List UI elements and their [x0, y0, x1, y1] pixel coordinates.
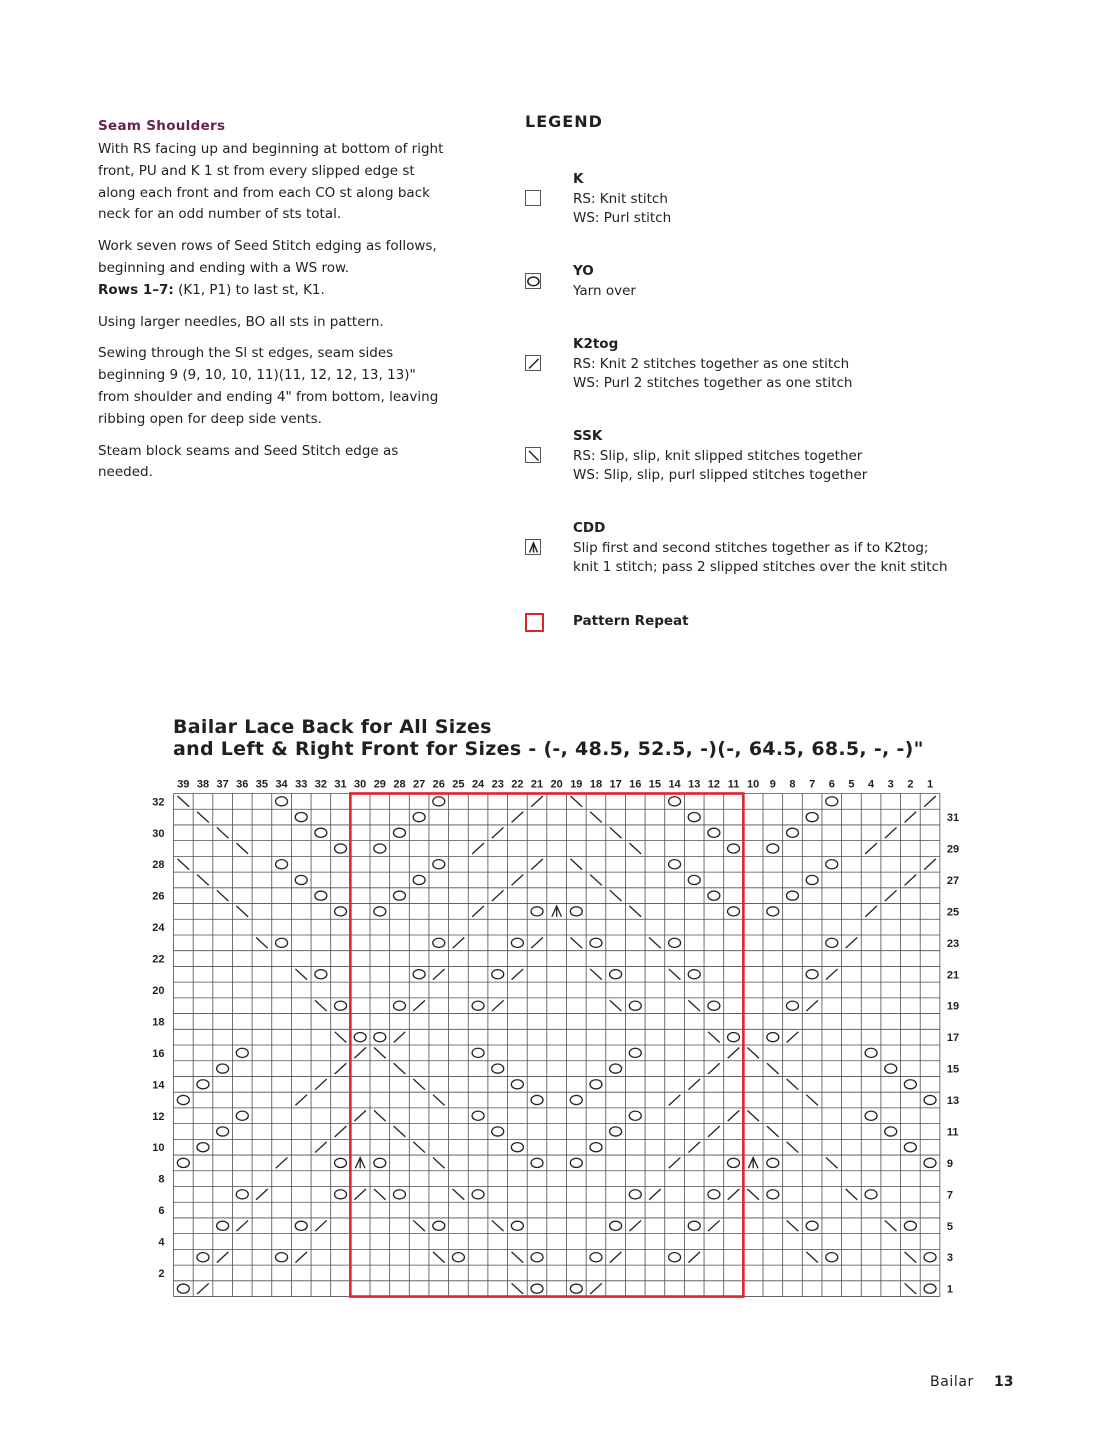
chart-row-number-odd: 23 — [946, 937, 960, 950]
chart-row-number-odd: 21 — [946, 969, 960, 982]
rows-label: Rows 1–7: — [98, 281, 174, 298]
chart-row-number-even: 4 — [158, 1236, 165, 1249]
chart-column-number: 37 — [216, 778, 229, 791]
chart-row-number-odd: 11 — [946, 1126, 959, 1139]
legend-line: WS: Slip, slip, purl slipped stitches together — [573, 467, 868, 483]
seam-shoulders-heading: Seam Shoulders — [98, 118, 226, 134]
legend-name: Pattern Repeat — [573, 613, 689, 629]
chart-row-number-even: 10 — [152, 1142, 165, 1155]
chart-row-number-even: 12 — [152, 1110, 165, 1123]
chart-column-number: 28 — [393, 778, 406, 791]
legend-line: WS: Purl stitch — [573, 210, 672, 226]
chart-row-number-odd: 1 — [946, 1283, 953, 1296]
legend-name: K — [573, 171, 584, 187]
chart-column-number: 23 — [491, 778, 504, 791]
chart-row-number-even: 18 — [152, 1016, 165, 1029]
seam-paragraph-1: With RS facing up and beginning at bottom of right front, PU and K 1 st from every slipped edge st along each front and from each CO st along back neck for an odd number of sts total. — [98, 141, 444, 223]
chart-title-line-2: and Left & Right Front for Sizes - (-, 48.5, 52.5, -)(-, 64.5, 68.5, -, -)" — [173, 738, 924, 760]
chart-row-number-odd: 31 — [946, 812, 960, 825]
chart-row-number-even: 6 — [158, 1205, 165, 1218]
seam-paragraph-6: Steam block seams and Seed Stitch edge as needed. — [98, 442, 399, 481]
chart-column-number: 13 — [688, 778, 701, 791]
page-number: 13 — [994, 1374, 1014, 1390]
chart-column-number: 3 — [887, 778, 894, 791]
chart-column-number: 39 — [177, 778, 190, 791]
chart-row-number-odd: 13 — [946, 1095, 960, 1108]
legend-line: Yarn over — [573, 282, 636, 299]
chart-column-number: 14 — [668, 778, 681, 791]
seam-paragraph-5: Sewing through the Sl st edges, seam sides beginning 9 (9, 10, 10, 11)(11, 12, 12, 13, 13)" from shoulder and ending 4" from bottom, leaving ribbing open for deep side vents. — [98, 345, 439, 427]
chart-column-number: 26 — [432, 778, 445, 791]
chart-row-number-even: 16 — [152, 1047, 165, 1060]
chart-column-number: 35 — [255, 778, 269, 791]
chart-column-number: 15 — [648, 778, 662, 791]
chart-column-number: 2 — [907, 778, 914, 791]
legend-line: knit 1 stitch; pass 2 slipped stitches over the knit stitch — [573, 559, 948, 575]
chart-column-number: 20 — [550, 778, 563, 791]
chart-column-number: 9 — [769, 778, 776, 791]
legend-line: RS: Knit 2 stitches together as one stitch — [573, 355, 850, 372]
legend-title: LEGEND — [525, 112, 603, 131]
chart-row-number-odd: 25 — [946, 906, 960, 919]
chart-column-number: 11 — [727, 778, 740, 791]
legend-name: YO — [573, 263, 594, 279]
legend-line: RS: Slip, slip, knit slipped stitches together — [573, 447, 863, 464]
chart-row-number-odd: 15 — [946, 1063, 960, 1076]
chart-row-number-even: 30 — [152, 827, 165, 840]
chart-column-number: 38 — [196, 778, 210, 791]
legend-name: SSK — [573, 428, 603, 444]
legend-line: RS: Knit stitch — [573, 190, 668, 207]
chart-column-number: 5 — [848, 778, 855, 791]
seam-paragraph-2: Work seven rows of Seed Stitch edging as follows, beginning and ending with a WS row. — [98, 238, 437, 276]
chart-row-number-odd: 3 — [946, 1252, 953, 1265]
chart-column-number: 7 — [809, 778, 816, 791]
chart-row-number-even: 24 — [152, 922, 165, 935]
chart-row-number-odd: 17 — [946, 1032, 960, 1045]
chart-column-number: 36 — [236, 778, 249, 791]
chart-column-number: 29 — [373, 778, 386, 791]
chart-column-number: 25 — [452, 778, 465, 791]
legend-name: CDD — [573, 520, 606, 536]
chart-column-number: 16 — [629, 778, 642, 791]
chart-row-number-odd: 29 — [946, 843, 960, 856]
chart-row-number-even: 26 — [152, 890, 165, 903]
chart-row-number-odd: 9 — [946, 1157, 953, 1170]
chart-column-number: 1 — [926, 778, 934, 791]
chart-row-number-odd: 7 — [946, 1189, 953, 1202]
seam-paragraph-rows: Rows 1–7: (K1, P1) to last st, K1. — [98, 281, 325, 298]
chart-column-number: 10 — [747, 778, 760, 791]
chart-column-number: 17 — [609, 778, 622, 791]
chart-column-number: 24 — [471, 778, 485, 791]
seam-paragraph-4: Using larger needles, BO all sts in pattern. — [98, 313, 384, 330]
chart-row-number-odd: 5 — [946, 1220, 953, 1233]
legend-line: Slip first and second stitches together as if to K2tog; — [573, 539, 929, 556]
chart-column-number: 22 — [511, 778, 524, 791]
chart-row-number-even: 20 — [152, 985, 165, 997]
chart-row-number-even: 8 — [158, 1173, 165, 1186]
chart-row-number-even: 22 — [152, 953, 165, 966]
chart-title-line-1: Bailar Lace Back for All Sizes — [173, 716, 492, 738]
chart-column-number: 32 — [314, 778, 327, 791]
chart-row-number-even: 32 — [152, 796, 165, 809]
legend-line: WS: Purl 2 stitches together as one stitch — [573, 375, 853, 391]
chart-column-number: 4 — [868, 778, 875, 791]
chart-column-number: 33 — [295, 778, 308, 791]
chart-column-number: 27 — [413, 778, 426, 791]
chart-row-number-odd: 19 — [946, 1000, 960, 1013]
chart-column-number: 12 — [707, 778, 720, 791]
chart-column-number: 19 — [570, 778, 583, 791]
footer-pattern-name: Bailar — [930, 1374, 974, 1390]
chart-column-number: 34 — [275, 778, 288, 791]
chart-row-number-even: 14 — [152, 1079, 165, 1092]
chart-row-number-even: 2 — [158, 1267, 165, 1280]
chart-column-number: 21 — [530, 778, 544, 791]
chart-row-number-odd: 27 — [946, 874, 960, 887]
chart-column-number: 30 — [354, 778, 367, 791]
chart-column-number: 8 — [789, 778, 796, 791]
legend-name: K2tog — [573, 336, 619, 352]
chart-row-number-even: 28 — [152, 859, 165, 872]
chart-column-number: 18 — [589, 778, 603, 791]
chart-column-number: 6 — [828, 778, 835, 791]
chart-column-number: 31 — [334, 778, 347, 791]
